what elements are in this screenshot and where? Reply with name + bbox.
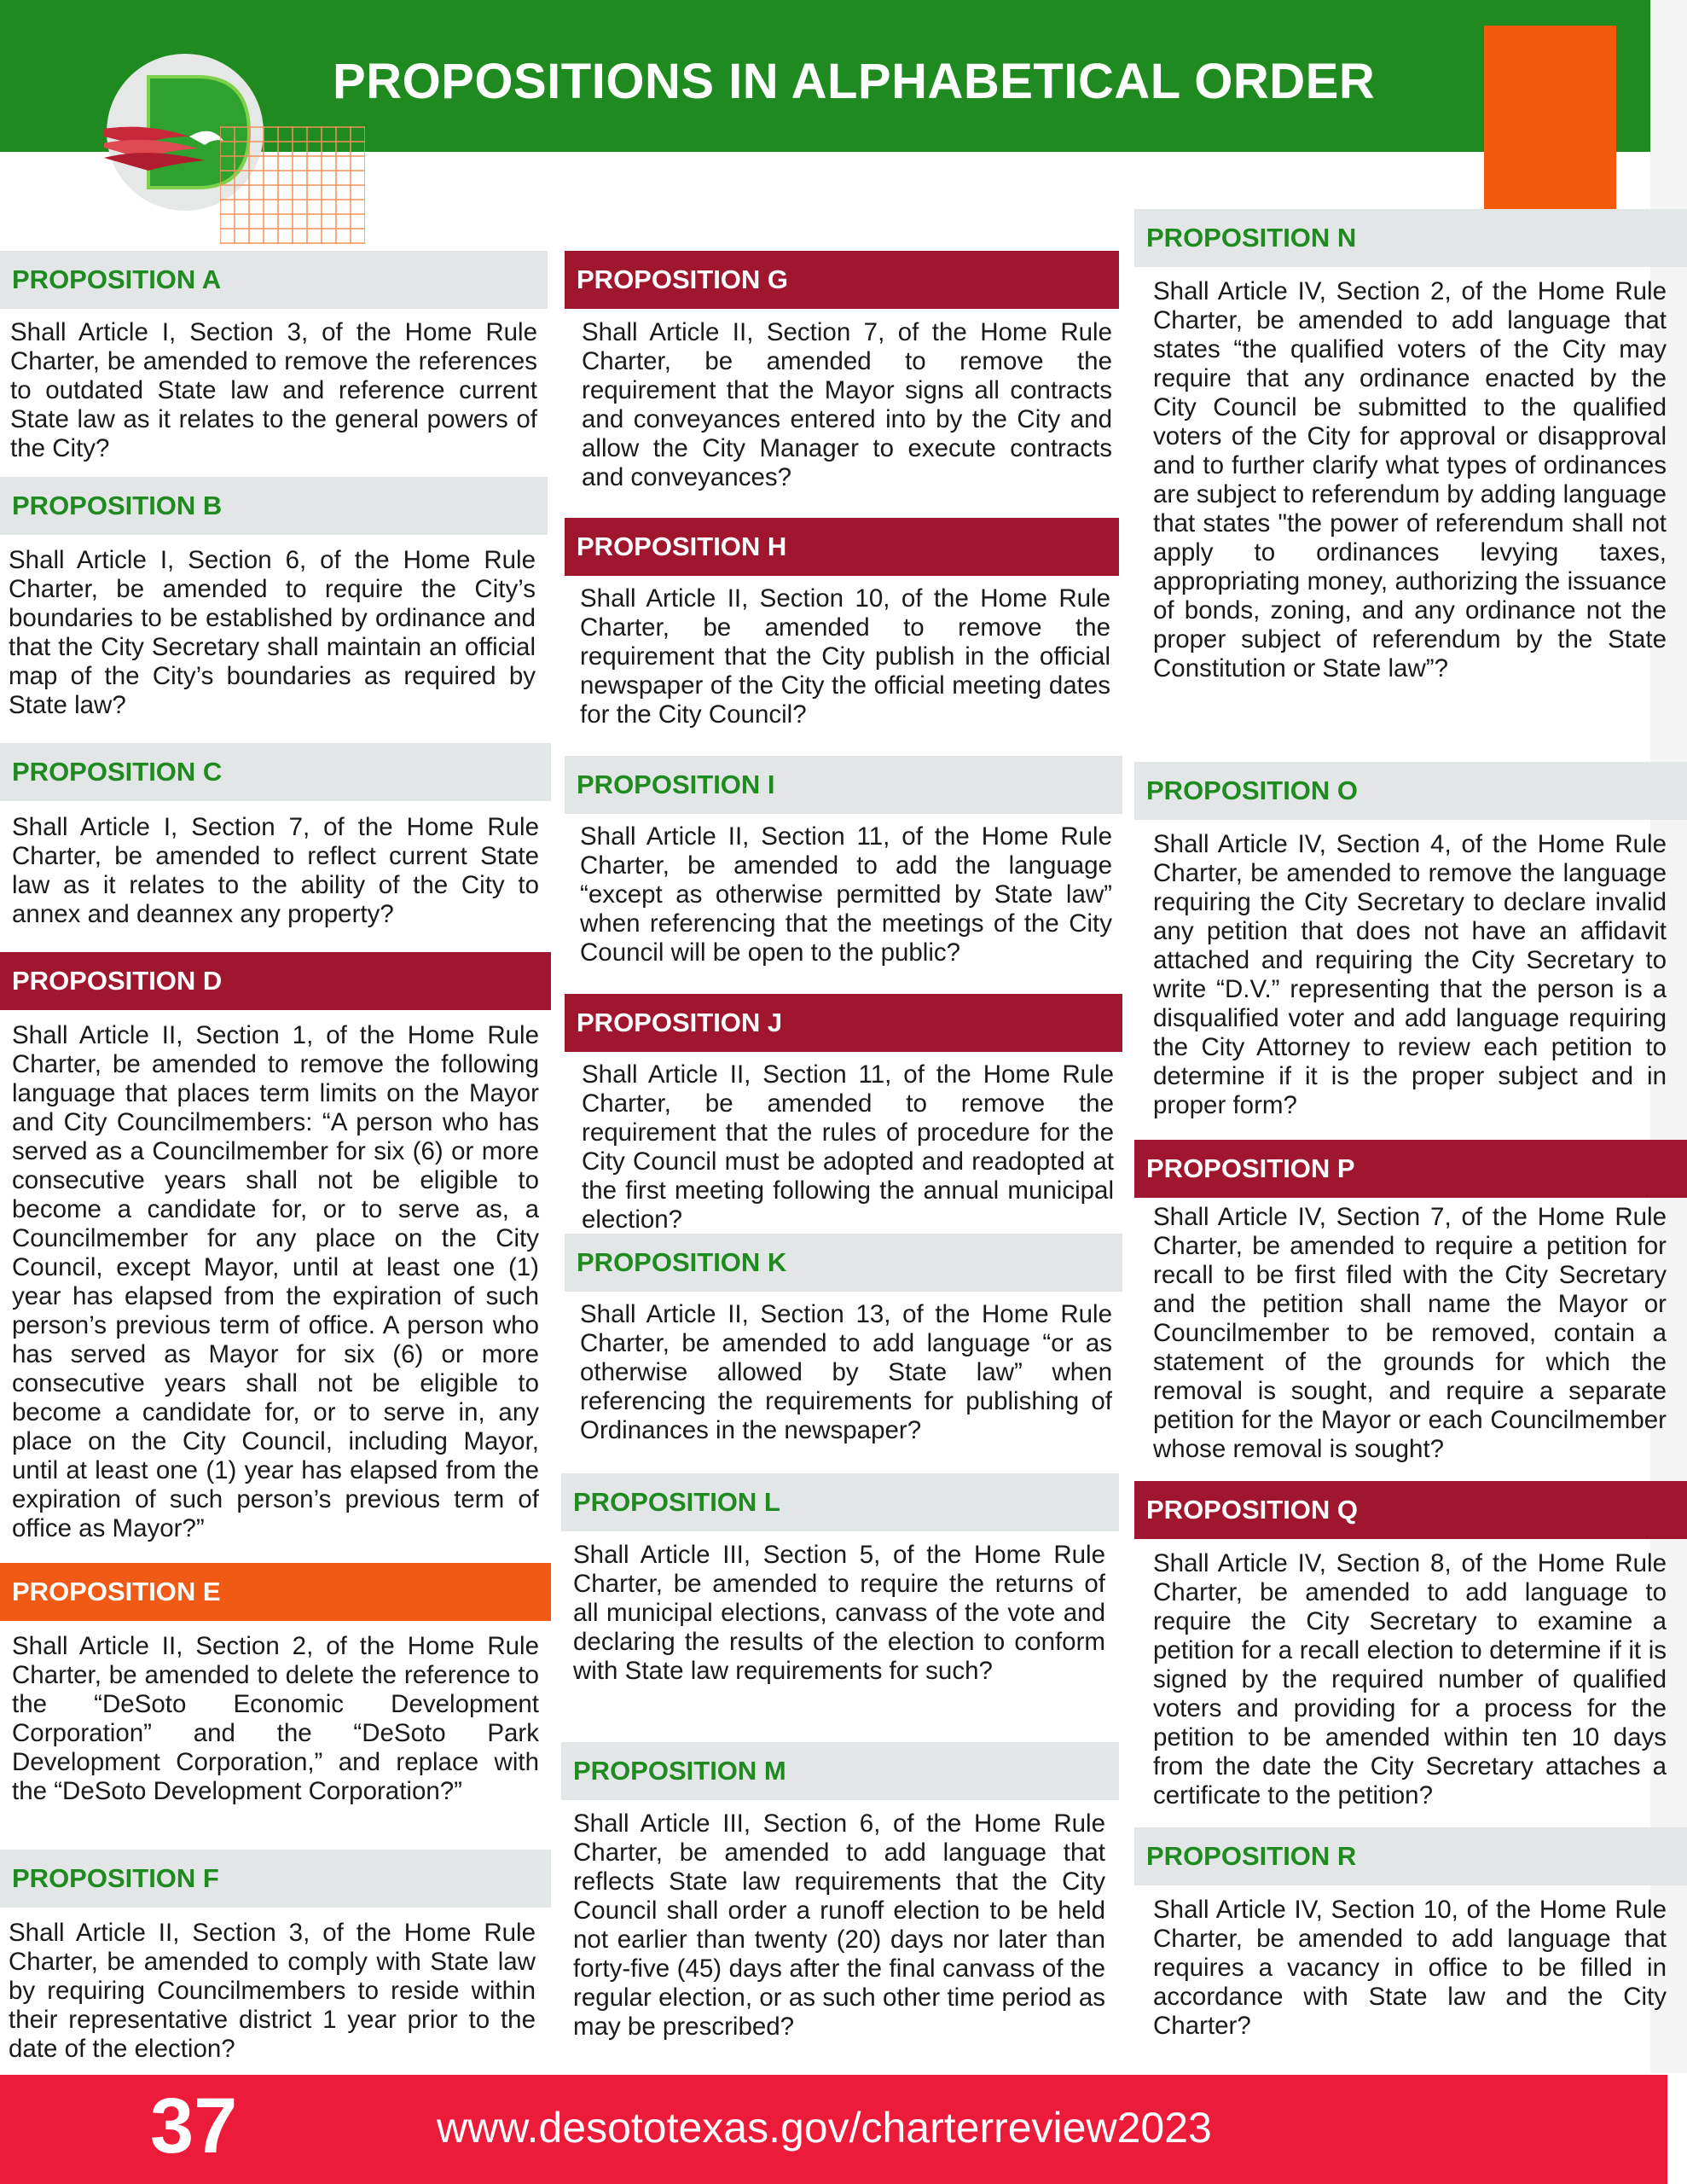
- proposition-q-header: PROPOSITION Q: [1134, 1481, 1687, 1539]
- decorative-grid: [220, 126, 365, 244]
- proposition-p-header: PROPOSITION P: [1134, 1140, 1687, 1198]
- proposition-q-text: Shall Article IV, Section 8, of the Home Rule Charter, be amended to add language to require the City Secretary to examine a petition for a recall election to determine if it is signed by the required number of qualified voters and providing for a process for the petition to be amended within ten 10 days from the date the City Secretary attaches a certificate to the petition?: [1153, 1549, 1667, 1809]
- charter-review-url[interactable]: www.desototexas.gov/charterreview2023: [437, 2104, 1212, 2152]
- proposition-e-header: PROPOSITION E: [0, 1563, 551, 1621]
- proposition-p-text: Shall Article IV, Section 7, of the Home Rule Charter, be amended to require a petition for recall to be first filed with the City Secretary and the petition shall name the Mayor or Councilmember to be removed, contain a statement of the grounds for which the removal is sought, and require a separate petition for the Mayor or each Councilmember whose removal is sought?: [1153, 1203, 1667, 1463]
- proposition-i-header: PROPOSITION I: [565, 756, 1122, 814]
- page-title: PROPOSITIONS IN ALPHABETICAL ORDER: [333, 54, 1376, 109]
- proposition-e-text: Shall Article II, Section 2, of the Home Rule Charter, be amended to delete the reference to the “DeSoto Economic Development Corporation” and the “DeSoto Park Development Corporation,” and replace with the “DeSoto Development Corporation?”: [12, 1632, 539, 1805]
- page-number: 37: [150, 2082, 238, 2169]
- proposition-o-text: Shall Article IV, Section 4, of the Home Rule Charter, be amended to remove the language requiring the City Secretary to declare invalid any petition that does not have an affidavit attached and requiring the City Secretary to write “D.V.” representing that the person is a disqualified voter and add language requiring the City Attorney to review each petition to determine if it is the proper subject and in proper form?: [1153, 830, 1667, 1119]
- proposition-g-text: Shall Article II, Section 7, of the Home Rule Charter, be amended to remove the requirement that the Mayor signs all contracts and conveyances entered into by the City and allow the City Manager to execute contracts and conveyances?: [582, 318, 1112, 491]
- proposition-l-header: PROPOSITION L: [561, 1473, 1119, 1531]
- proposition-j-header: PROPOSITION J: [565, 994, 1122, 1052]
- proposition-k-header: PROPOSITION K: [565, 1234, 1122, 1292]
- proposition-h-text: Shall Article II, Section 10, of the Home Rule Charter, be amended to remove the requirement that the City publish in the official newspaper of the City the official meeting dates for the City Council?: [580, 584, 1110, 729]
- proposition-j-text: Shall Article II, Section 11, of the Home Rule Charter, be amended to remove the requirement that the rules of procedure for the City Council must be adopted and readopted at the first meeting following the annual municipal election?: [582, 1060, 1114, 1234]
- proposition-d-header: PROPOSITION D: [0, 952, 551, 1010]
- proposition-m-header: PROPOSITION M: [561, 1742, 1119, 1800]
- proposition-f-text: Shall Article II, Section 3, of the Home Rule Charter, be amended to comply with State law by requiring Councilmembers to reside within their representative district 1 year prior to the date of the election?: [9, 1919, 536, 2063]
- proposition-n-text: Shall Article IV, Section 2, of the Home Rule Charter, be amended to add language that states “the qualified voters of the City may require that any ordinance enacted by the City Council be submitted to the qualified voters of the City for approval or disapproval and to further clarify what types of ordinances are subject to referendum by adding language that states "the power of referendum shall not apply to ordinances levying taxes, appropriating money, authorizing the issuance of bonds, zoning, and any ordinance not the proper subject of referendum by the State Constitution or State law”?: [1153, 277, 1667, 682]
- proposition-l-text: Shall Article III, Section 5, of the Home Rule Charter, be amended to require the returns of all municipal elections, canvass of the vote and declaring the results of the election to conform with State law requirements for such?: [573, 1541, 1105, 1685]
- proposition-f-header: PROPOSITION F: [0, 1850, 551, 1908]
- proposition-m-text: Shall Article III, Section 6, of the Home Rule Charter, be amended to add language that reflects State law requirements that the City Council shall order a runoff election to be held not earlier than twenty (20) days nor later than forty-five (45) days after the final canvass of the regular election, or as such other time period as may be prescribed?: [573, 1809, 1105, 2041]
- proposition-a-text: Shall Article I, Section 3, of the Home Rule Charter, be amended to remove the references to outdated State law and reference current State law as it relates to the general powers of the City?: [10, 318, 537, 462]
- proposition-c-text: Shall Article I, Section 7, of the Home Rule Charter, be amended to reflect current State law as it relates to the ability of the City to annex and deannex any property?: [12, 813, 539, 928]
- proposition-r-header: PROPOSITION R: [1134, 1827, 1687, 1885]
- proposition-b-header: PROPOSITION B: [0, 477, 548, 535]
- proposition-i-text: Shall Article II, Section 11, of the Home Rule Charter, be amended to add the language “except as otherwise permitted by State law” when referencing that the meetings of the City Council will be open to the public?: [580, 822, 1112, 967]
- proposition-r-text: Shall Article IV, Section 10, of the Home Rule Charter, be amended to add language that requires a vacancy in office to be filled in accordance with State law and the City Charter?: [1153, 1896, 1667, 2040]
- proposition-b-text: Shall Article I, Section 6, of the Home Rule Charter, be amended to require the City’s boundaries to be established by ordinance and that the City Secretary shall maintain an official map of the City’s boundaries as required by State law?: [9, 546, 536, 719]
- proposition-c-header: PROPOSITION C: [0, 743, 551, 801]
- proposition-h-header: PROPOSITION H: [565, 518, 1119, 576]
- proposition-n-header: PROPOSITION N: [1134, 209, 1687, 267]
- orange-accent-block: [1484, 26, 1616, 209]
- proposition-o-header: PROPOSITION O: [1134, 762, 1687, 820]
- proposition-k-text: Shall Article II, Section 13, of the Home Rule Charter, be amended to add language “or as otherwise allowed by State law” when referencing the requirements for publishing of Ordinances in the newspaper?: [580, 1300, 1112, 1444]
- proposition-d-text: Shall Article II, Section 1, of the Home Rule Charter, be amended to remove the following language that places term limits on the Mayor and City Councilmembers: “A person who has served as a Councilmember for six (6) or more consecutive years shall not be eligible to become a candidate for, or to serve as, a Councilmember for any place on the City Council, except Mayor, until at least one (1) year has elapsed from the expiration of such person’s previous term of office. A person who has served as Mayor for six (6) or more consecutive years shall not be eligible to become a candidate for, or to serve in, any place on the City Council, including Mayor, until at least one (1) year has elapsed from the expiration of such person’s previous term of office as Mayor?”: [12, 1021, 539, 1542]
- proposition-g-header: PROPOSITION G: [565, 251, 1119, 309]
- proposition-a-header: PROPOSITION A: [0, 251, 548, 309]
